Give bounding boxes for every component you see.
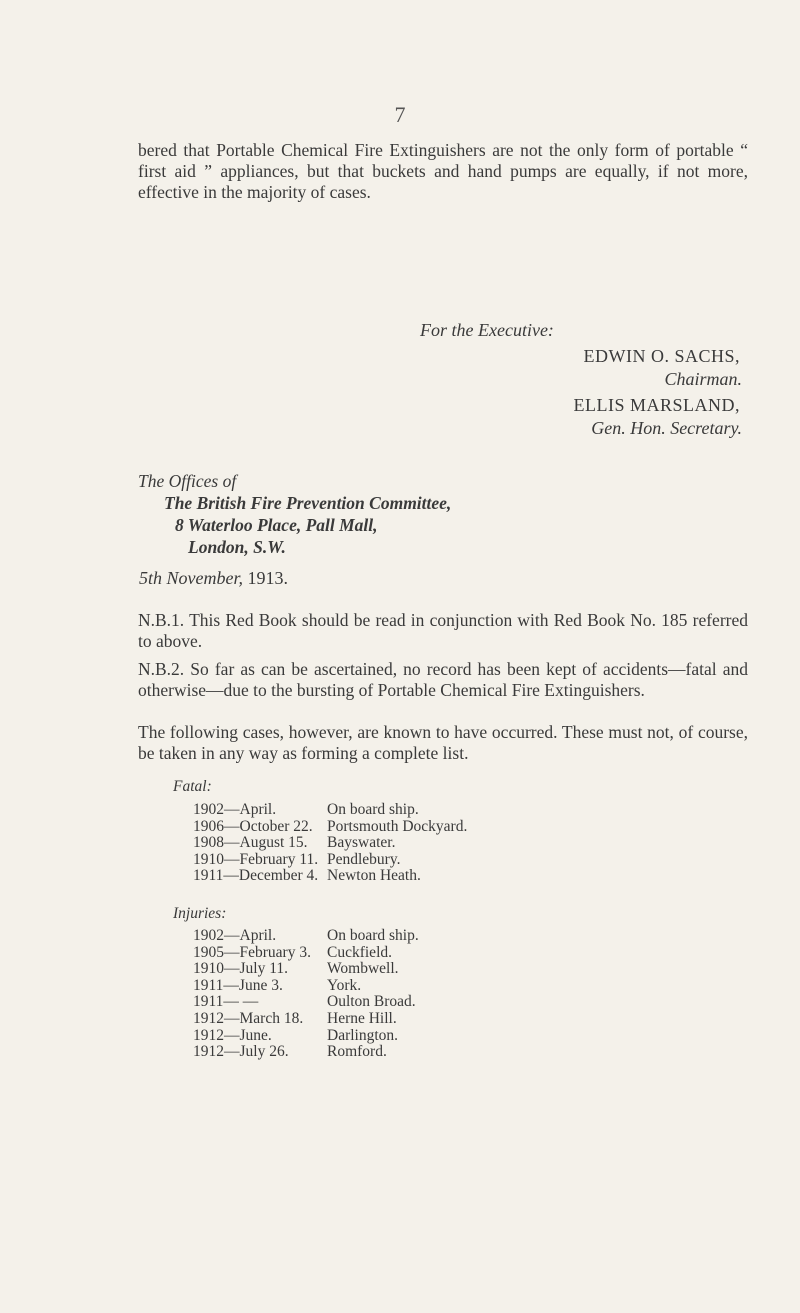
list-item	[193, 835, 753, 852]
incident-place: Cuckfield.	[327, 943, 392, 961]
chairman-name: EDWIN O. SACHS,	[583, 346, 740, 366]
offices-line-1: The Offices of	[138, 471, 237, 491]
incident-date: 1902—April.	[193, 801, 277, 818]
nb2-paragraph: N.B.2. So far as can be ascertained, no record has been kept of accidents—fatal and otherwise—due to the bursting of Portable Chemical Fire Extinguishers.	[138, 659, 748, 700]
intro-paragraph: bered that Portable Chemical Fire Extinguishers are not the only form of portable “ first aid ” appliances, but that buckets and hand pumps are equally, if not more, effective in the majority of cases.	[138, 140, 748, 202]
date-day-month: 5th November,	[139, 568, 243, 588]
offices-address	[138, 470, 451, 558]
incident-date: 1910—July 11.	[193, 960, 289, 978]
list-item	[193, 852, 753, 869]
injuries-list	[193, 928, 753, 1061]
list-item	[193, 1044, 753, 1061]
incident-date: 1912—March 18.	[193, 1009, 304, 1027]
incident-date: 1906—October 22.	[193, 817, 313, 835]
incident-date: 1908—August 15.	[193, 834, 308, 852]
incident-place: Bayswater.	[327, 834, 396, 852]
incident-place: On board ship.	[327, 927, 419, 944]
page-number: 7	[394, 102, 406, 127]
incident-place: Newton Heath.	[327, 867, 421, 885]
incident-place: Romford.	[327, 1043, 387, 1061]
incident-date: 1911— —	[193, 993, 259, 1011]
fatal-heading: Fatal:	[173, 778, 212, 795]
incident-date: 1905—February 3.	[193, 943, 311, 961]
list-item	[193, 1011, 753, 1028]
fatal-list	[193, 802, 753, 885]
nb2-continued: The following cases, however, are known to have occurred. These must not, of course, be taken in any way as forming a complete list.	[138, 722, 748, 763]
secretary-role: Gen. Hon. Secretary.	[591, 418, 742, 438]
incident-date: 1911—June 3.	[193, 976, 283, 994]
list-item	[193, 1028, 753, 1045]
incident-place: Portsmouth Dockyard.	[327, 817, 468, 835]
document-date	[139, 568, 288, 589]
injuries-heading: Injuries:	[173, 905, 227, 922]
executive-line: For the Executive:	[420, 320, 554, 340]
nb1-paragraph: N.B.1. This Red Book should be read in conjunction with Red Book No. 185 referred to above.	[138, 610, 748, 651]
list-item	[193, 961, 753, 978]
incident-place: Wombwell.	[327, 960, 399, 978]
list-item	[193, 928, 753, 945]
incident-place: Darlington.	[327, 1026, 399, 1044]
offices-line-2: The British Fire Prevention Committee,	[164, 493, 452, 513]
list-item	[193, 978, 753, 995]
incident-date: 1912—June.	[193, 1026, 272, 1044]
list-item	[193, 802, 753, 819]
offices-line-3: 8 Waterloo Place, Pall Mall,	[175, 515, 378, 535]
list-item	[193, 945, 753, 962]
chairman-role: Chairman.	[664, 369, 742, 389]
incident-place: On board ship.	[327, 801, 419, 818]
incident-date: 1911—December 4.	[193, 867, 319, 885]
incident-date: 1912—July 26.	[193, 1043, 289, 1061]
incident-place: Pendlebury.	[327, 850, 401, 868]
incident-date: 1910—February 11.	[193, 850, 319, 868]
incident-place: Herne Hill.	[327, 1009, 397, 1027]
date-year: 1913.	[247, 568, 288, 588]
offices-line-4: London, S.W.	[188, 537, 286, 557]
list-item	[193, 994, 753, 1011]
secretary-name: ELLIS MARSLAND,	[573, 395, 740, 415]
list-item	[193, 868, 753, 885]
incident-place: York.	[327, 976, 362, 994]
list-item	[193, 819, 753, 836]
incident-place: Oulton Broad.	[327, 993, 416, 1011]
incident-date: 1902—April.	[193, 927, 277, 944]
